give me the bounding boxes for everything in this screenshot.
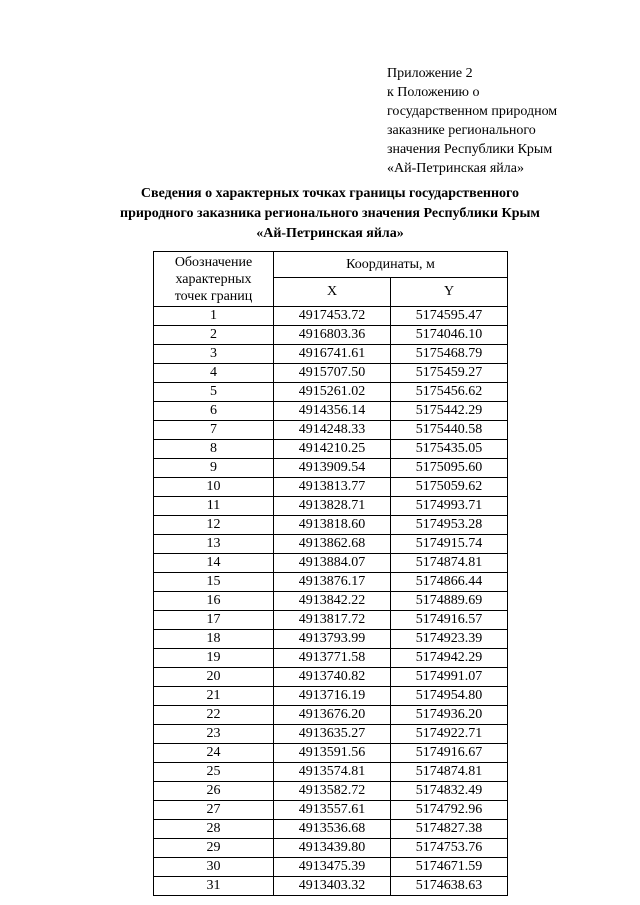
header-x: X [274, 278, 391, 307]
table-row [154, 459, 508, 478]
header-designation-line: Обозначение [174, 254, 253, 270]
table-row [154, 725, 508, 744]
y-coordinate-cell: 5174916.67 [391, 744, 508, 763]
x-coordinate-cell: 4913828.71 [274, 497, 391, 516]
table-row [154, 440, 508, 459]
point-number-cell: 20 [154, 668, 274, 687]
table-row [154, 345, 508, 364]
header-designation [154, 252, 274, 307]
y-coordinate-cell: 5174832.49 [391, 782, 508, 801]
document-title [60, 184, 600, 244]
point-number-cell: 11 [154, 497, 274, 516]
point-number-cell: 2 [154, 326, 274, 345]
table-row [154, 649, 508, 668]
header-coordinates: Координаты, м [274, 252, 508, 278]
table-row [154, 573, 508, 592]
table-row [154, 421, 508, 440]
appendix-note [387, 64, 627, 178]
y-coordinate-cell: 5174923.39 [391, 630, 508, 649]
x-coordinate-cell: 4913884.07 [274, 554, 391, 573]
table-row [154, 554, 508, 573]
point-number-cell: 26 [154, 782, 274, 801]
table-row [154, 611, 508, 630]
x-coordinate-cell: 4913403.32 [274, 877, 391, 896]
x-coordinate-cell: 4913818.60 [274, 516, 391, 535]
point-number-cell: 30 [154, 858, 274, 877]
y-coordinate-cell: 5174889.69 [391, 592, 508, 611]
point-number-cell: 25 [154, 763, 274, 782]
point-number-cell: 23 [154, 725, 274, 744]
table-row [154, 668, 508, 687]
y-coordinate-cell: 5174954.80 [391, 687, 508, 706]
point-number-cell: 27 [154, 801, 274, 820]
point-number-cell: 8 [154, 440, 274, 459]
appendix-line: значения Республики Крым [387, 142, 553, 157]
table-row [154, 763, 508, 782]
y-coordinate-cell: 5174991.07 [391, 668, 508, 687]
x-coordinate-cell: 4914356.14 [274, 402, 391, 421]
y-coordinate-cell: 5175442.29 [391, 402, 508, 421]
point-number-cell: 22 [154, 706, 274, 725]
table-row [154, 592, 508, 611]
point-number-cell: 14 [154, 554, 274, 573]
point-number-cell: 21 [154, 687, 274, 706]
table-row [154, 782, 508, 801]
point-number-cell: 6 [154, 402, 274, 421]
y-coordinate-cell: 5175059.62 [391, 478, 508, 497]
x-coordinate-cell: 4913557.61 [274, 801, 391, 820]
coordinates-table [153, 251, 508, 896]
table-row [154, 706, 508, 725]
y-coordinate-cell: 5174874.81 [391, 763, 508, 782]
x-coordinate-cell: 4916741.61 [274, 345, 391, 364]
point-number-cell: 31 [154, 877, 274, 896]
point-number-cell: 9 [154, 459, 274, 478]
table-row [154, 839, 508, 858]
x-coordinate-cell: 4913676.20 [274, 706, 391, 725]
table-row [154, 402, 508, 421]
table-row [154, 383, 508, 402]
y-coordinate-cell: 5175435.05 [391, 440, 508, 459]
x-coordinate-cell: 4913771.58 [274, 649, 391, 668]
x-coordinate-cell: 4913582.72 [274, 782, 391, 801]
y-coordinate-cell: 5175456.62 [391, 383, 508, 402]
x-coordinate-cell: 4913740.82 [274, 668, 391, 687]
y-coordinate-cell: 5174993.71 [391, 497, 508, 516]
table-row [154, 801, 508, 820]
point-number-cell: 10 [154, 478, 274, 497]
title-line: природного заказника регионального значения Республики Крым [120, 206, 540, 221]
y-coordinate-cell: 5174953.28 [391, 516, 508, 535]
x-coordinate-cell: 4913842.22 [274, 592, 391, 611]
point-number-cell: 5 [154, 383, 274, 402]
table-row [154, 326, 508, 345]
y-coordinate-cell: 5174046.10 [391, 326, 508, 345]
table-row [154, 858, 508, 877]
point-number-cell: 24 [154, 744, 274, 763]
table-row [154, 820, 508, 839]
y-coordinate-cell: 5174595.47 [391, 307, 508, 326]
point-number-cell: 13 [154, 535, 274, 554]
point-number-cell: 28 [154, 820, 274, 839]
table-header [154, 252, 508, 307]
y-coordinate-cell: 5175095.60 [391, 459, 508, 478]
x-coordinate-cell: 4913876.17 [274, 573, 391, 592]
point-number-cell: 12 [154, 516, 274, 535]
x-coordinate-cell: 4913475.39 [274, 858, 391, 877]
point-number-cell: 7 [154, 421, 274, 440]
x-coordinate-cell: 4913817.72 [274, 611, 391, 630]
x-coordinate-cell: 4913909.54 [274, 459, 391, 478]
table-row [154, 687, 508, 706]
appendix-line: Приложение 2 [387, 66, 473, 81]
x-coordinate-cell: 4915707.50 [274, 364, 391, 383]
header-y: Y [391, 278, 508, 307]
x-coordinate-cell: 4913793.99 [274, 630, 391, 649]
table-row [154, 535, 508, 554]
title-line: «Ай-Петринская яйла» [256, 226, 404, 241]
y-coordinate-cell: 5174638.63 [391, 877, 508, 896]
x-coordinate-cell: 4913439.80 [274, 839, 391, 858]
point-number-cell: 29 [154, 839, 274, 858]
x-coordinate-cell: 4916803.36 [274, 326, 391, 345]
y-coordinate-cell: 5174916.57 [391, 611, 508, 630]
y-coordinate-cell: 5174866.44 [391, 573, 508, 592]
point-number-cell: 17 [154, 611, 274, 630]
y-coordinate-cell: 5175459.27 [391, 364, 508, 383]
table-row [154, 630, 508, 649]
y-coordinate-cell: 5174827.38 [391, 820, 508, 839]
y-coordinate-cell: 5174915.74 [391, 535, 508, 554]
point-number-cell: 15 [154, 573, 274, 592]
point-number-cell: 3 [154, 345, 274, 364]
y-coordinate-cell: 5174874.81 [391, 554, 508, 573]
point-number-cell: 1 [154, 307, 274, 326]
x-coordinate-cell: 4913536.68 [274, 820, 391, 839]
appendix-line: заказнике регионального [387, 123, 536, 138]
header-designation-line: точек границ [174, 288, 253, 304]
point-number-cell: 19 [154, 649, 274, 668]
x-coordinate-cell: 4917453.72 [274, 307, 391, 326]
y-coordinate-cell: 5174792.96 [391, 801, 508, 820]
table-row [154, 877, 508, 896]
appendix-line: к Положению о [387, 85, 480, 100]
x-coordinate-cell: 4913635.27 [274, 725, 391, 744]
title-line: Сведения о характерных точках границы государственного [140, 186, 520, 201]
table-row [154, 364, 508, 383]
point-number-cell: 18 [154, 630, 274, 649]
header-designation-line: характерных [175, 271, 252, 287]
table-row [154, 478, 508, 497]
x-coordinate-cell: 4913716.19 [274, 687, 391, 706]
y-coordinate-cell: 5174942.29 [391, 649, 508, 668]
table-row [154, 744, 508, 763]
table-row [154, 516, 508, 535]
y-coordinate-cell: 5175468.79 [391, 345, 508, 364]
y-coordinate-cell: 5175440.58 [391, 421, 508, 440]
x-coordinate-cell: 4913591.56 [274, 744, 391, 763]
point-number-cell: 16 [154, 592, 274, 611]
x-coordinate-cell: 4913574.81 [274, 763, 391, 782]
appendix-line: государственном природном [387, 104, 558, 119]
x-coordinate-cell: 4913813.77 [274, 478, 391, 497]
point-number-cell: 4 [154, 364, 274, 383]
table-row [154, 497, 508, 516]
y-coordinate-cell: 5174922.71 [391, 725, 508, 744]
x-coordinate-cell: 4914248.33 [274, 421, 391, 440]
y-coordinate-cell: 5174753.76 [391, 839, 508, 858]
y-coordinate-cell: 5174936.20 [391, 706, 508, 725]
x-coordinate-cell: 4915261.02 [274, 383, 391, 402]
table-body [154, 307, 508, 896]
x-coordinate-cell: 4914210.25 [274, 440, 391, 459]
appendix-line: «Ай-Петринская яйла» [387, 161, 524, 176]
x-coordinate-cell: 4913862.68 [274, 535, 391, 554]
y-coordinate-cell: 5174671.59 [391, 858, 508, 877]
table-row [154, 307, 508, 326]
